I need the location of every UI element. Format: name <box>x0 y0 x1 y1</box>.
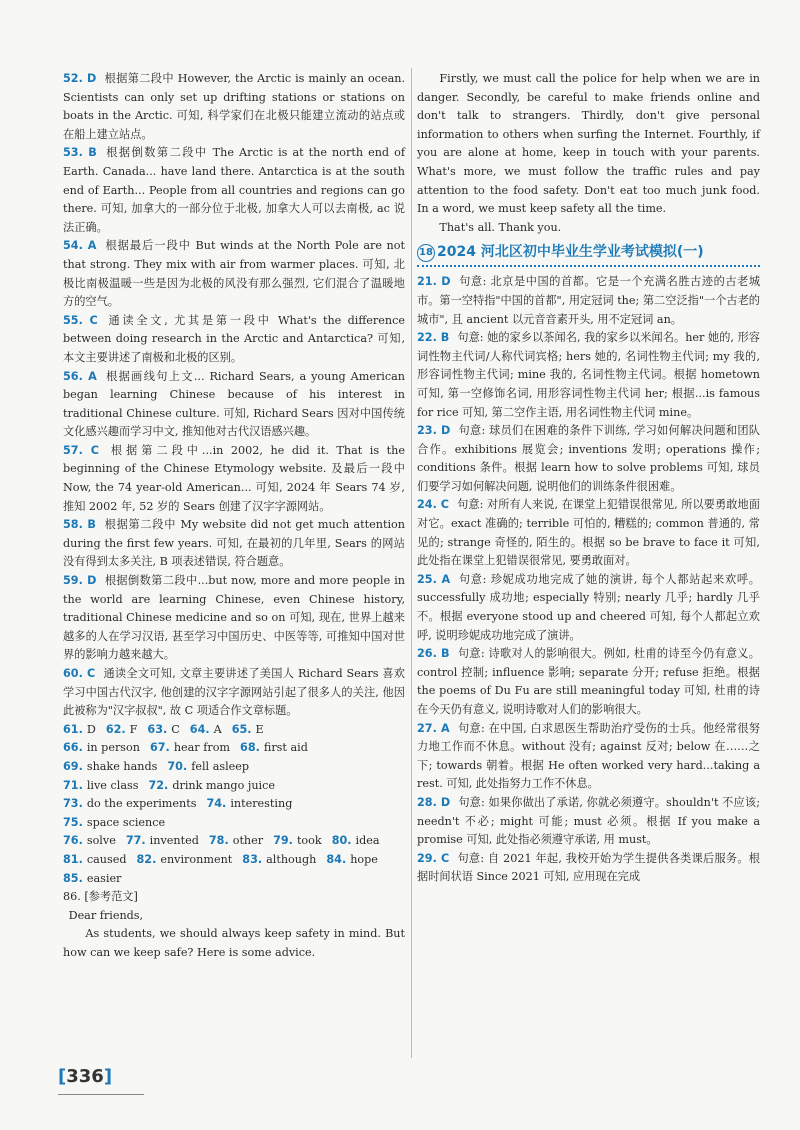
answer-explanation: 句意: 球员们在困难的条件下训练, 学习如何解决问题和团队合作。exhibitions 展览会; inventions 发明; operations 操作; conditions 条件。根据 learn how to solve problems 可知, 球员们要学习如何解决问题, 说明他们的训练条件很困难。 <box>417 424 760 493</box>
essay-closing: That's all. Thank you. <box>439 220 562 234</box>
answer-explanation: 句意: 她的家乡以茶闻名, 我的家乡以米闻名。her 她的, 形容词性物主代词/人称代词宾格; hers 她的, 名词性物主代词; my 我的, 形容词性物主代词; mine 我的, 名词性物主代词。根据 hometown 可知, 第一空修饰名词, 用形容词性物主代词 her; 根据...is famous for rice 可知, 第二空作主语, 用名词性物主代词 mine。 <box>417 331 760 419</box>
right-answer-explanations <box>417 273 760 887</box>
answer-item <box>63 237 405 311</box>
answer-cell: 77. invented <box>125 834 199 848</box>
answer-row <box>63 870 405 889</box>
answer-cell: 68. first aid <box>240 741 308 755</box>
answer-number: 26. B <box>417 647 450 661</box>
answer-explanation: 句意: 在中国, 白求恩医生帮助治疗受伤的士兵。他经常很努力地工作而不休息。without 没有; against 反对; below 在……之下; towards 朝着。根据 He often worked very hard...taking a rest. 可知, 此处指努力工作不休息。 <box>417 721 760 791</box>
answer-explanation: 句意: 如果你做出了承诺, 你就必须遵守。shouldn't 不应该; needn't 不必; might 可能; must 必须。根据 If you make a promise 可知, 此处指必须遵守承诺, 用 must。 <box>417 795 761 847</box>
answer-explanation: 句意: 珍妮成功地完成了她的演讲, 每个人都站起来欢呼。successfully 成功地; especially 特别; nearly 几乎; hardly 几乎不。根据 everyone stood up and cheered 可知, 每个人都起立欢呼, 说明珍妮成功地完成了演讲。 <box>417 572 760 642</box>
answer-number: 27. A <box>417 721 450 735</box>
answer-number: 59. D <box>63 574 97 588</box>
answer-explanation: 通读全文可知, 文章主要讲述了美国人 Richard Sears 喜欢学习中国古代汉字, 他创建的汉字字源网站引起了很多人的关注, 他因此被称为"汉字叔叔", 故 C 项适合作文章标题。 <box>63 667 405 718</box>
answer-number: 52. D <box>63 72 97 85</box>
answer-item <box>417 273 760 329</box>
answer-item <box>63 665 405 721</box>
answer-cell: 69. shake hands <box>63 759 158 773</box>
answer-item <box>63 144 405 237</box>
answer-cell: 62. F <box>105 722 138 736</box>
answer-item <box>63 312 405 368</box>
answer-number: 53. B <box>63 146 97 160</box>
answer-item <box>417 422 760 496</box>
answer-item <box>63 442 405 516</box>
answer-cell: 63. C <box>147 722 180 736</box>
page-number-underline <box>58 1094 144 1095</box>
answer-row <box>63 814 405 833</box>
answer-item <box>417 720 760 794</box>
left-column <box>63 70 405 963</box>
answer-number: 56. A <box>63 369 97 383</box>
answer-row <box>63 739 405 758</box>
answer-explanation: 句意: 对所有人来说, 在课堂上犯错误很常见, 所以要勇敢地面对它。exact 准确的; terrible 可怕的, 糟糕的; common 普通的, 常见的; strange 奇怪的, 陌生的。根据 so be brave to face it 可知, 此处指在课堂上犯错误很常见, 要勇敢面对。 <box>417 498 760 568</box>
answer-number: 21. D <box>417 275 451 289</box>
answer-explanation: 通读全文, 尤其是第一段中 What's the difference between doing research in the Arctic and Antarctica? 可知, 本文主要讲述了南极和北极的区别。 <box>63 313 405 364</box>
answer-number: 25. A <box>417 572 451 586</box>
answer-cell: 73. do the experiments <box>63 797 197 811</box>
answer-row <box>63 721 405 740</box>
essay-heading: 86. [参考范文] <box>63 890 138 904</box>
answer-number: 24. C <box>417 498 449 512</box>
answer-item <box>417 645 760 719</box>
answer-cell: 84. hope <box>326 852 378 866</box>
answer-number: 57. C <box>63 443 99 457</box>
answer-cell: 76. solve <box>63 834 116 848</box>
answer-cell: 66. in person <box>63 741 140 755</box>
answer-cell: 75. space science <box>63 815 166 829</box>
answer-explanation: 根据画线句上文... Richard Sears, a young American began learning Chinese because of his interest in traditional Chinese culture. 可知, Richard Sears 因对中国传统文化感兴趣而学习中文, 推知他对古代汉语感兴趣。 <box>63 369 406 439</box>
answer-cell: 70. fell asleep <box>167 759 250 773</box>
answer-item <box>63 516 405 572</box>
answer-number: 28. D <box>417 795 451 809</box>
essay-paragraph-1: As students, we should always keep safety in mind. But how can we keep safe? Here is some advice. <box>63 927 405 959</box>
answer-cell: 64. A <box>189 722 222 736</box>
answer-row <box>63 832 405 851</box>
answer-explanation: 根据第二段中 My website did not get much attention during the first few years. 可知, 在最初的几年里, Sears 的网站没有得到太多关注, B 项表述错误, 符合题意。 <box>63 518 405 569</box>
answer-number: 29. C <box>417 851 450 865</box>
answer-cell: 74. interesting <box>206 797 293 811</box>
right-column <box>417 70 760 887</box>
column-divider <box>411 68 412 1058</box>
left-answer-explanations <box>63 70 405 721</box>
answer-cell: 61. D <box>63 722 96 736</box>
answer-cell: 82. environment <box>136 852 233 866</box>
answer-item <box>417 571 760 645</box>
short-answer-list <box>63 721 405 888</box>
answer-number: 58. B <box>63 518 96 532</box>
page-number: [336] <box>58 1066 113 1087</box>
answer-item <box>417 850 760 887</box>
essay-paragraph-2: Firstly, we must call the police for help when we are in danger. Secondly, be careful to make friends online and don't talk to strangers. Thirdly, don't give personal information to others when surfing the Internet. Fourthly, if you are alone at home, keep in touch with your parents. What's more, we must follow the traffic rules and pay attention to the food safety. Don't eat too much junk food. In a word, we must keep safety all the time. <box>417 72 760 216</box>
answer-item <box>417 794 760 850</box>
answer-row <box>63 851 405 870</box>
answer-number: 54. A <box>63 239 97 253</box>
section-number-badge: 18 <box>417 244 435 262</box>
answer-cell: 65. E <box>231 722 264 736</box>
answer-explanation: 根据倒数第二段中...but now, more and more people in the world are learning Chinese, even Chinese history, traditional Chinese medicine and so on 可知, 现在, 世界上越来越多的人在学习汉语, 甚至学习中国历史、中医等等, 可推知中国对世界的影响力越来越大。 <box>63 574 406 662</box>
answer-explanation: 根据第二段中...in 2002, he did it. That is the beginning of the Chinese Etymology website. 及最后一段中 Now, the 74 year-old American... 可知, 2024 年 Sears 74 岁, 推知 2002 年, 52 岁的 Sears 创建了汉字字源网站。 <box>63 443 405 513</box>
section-title-text: 2024 河北区初中毕业生学业考试模拟(一) <box>437 244 704 261</box>
answer-item <box>63 572 405 665</box>
answer-number: 23. D <box>417 424 451 438</box>
answer-cell: 67. hear from <box>149 741 231 755</box>
answer-cell: 79. took <box>273 834 322 848</box>
answer-explanation: 根据第二段中 However, the Arctic is mainly an ocean. Scientists can only set up drifting stations or stations on boats in the Arctic. 可知, 科学家们在北极只能建立流动的站点或在船上建立站点。 <box>63 72 405 141</box>
answer-cell: 71. live class <box>63 778 139 792</box>
answer-cell: 85. easier <box>63 871 122 885</box>
answer-explanation: 根据倒数第二段中 The Arctic is at the north end of Earth. Canada... have land there. Antarctica is at the south end of Earth... People from all countries and regions can go there. 可知, 加拿大的一部分位于北极, 加拿大人可以去南极, ac 说法正确。 <box>63 146 405 234</box>
answer-explanation: 根据最后一段中 But winds at the North Pole are not that strong. They mix with air from warmer places. 可知, 北极比南极温暖一些是因为北极的风没有那么强烈, 它们混合了温暖地方的空气。 <box>63 239 405 309</box>
essay-greeting: Dear friends, <box>68 908 144 922</box>
answer-cell: 83. although <box>242 852 317 866</box>
answer-cell: 72. drink mango juice <box>148 778 276 792</box>
answer-item <box>417 496 760 570</box>
answer-explanation: 句意: 自 2021 年起, 我校开始为学生提供各类课后服务。根据时间状语 Since 2021 可知, 应用现在完成 <box>417 851 760 884</box>
answer-item <box>417 329 760 422</box>
section-title <box>417 241 760 267</box>
answer-row <box>63 795 405 814</box>
answer-number: 60. C <box>63 667 96 680</box>
answer-row <box>63 758 405 777</box>
answer-row <box>63 777 405 796</box>
answer-number: 55. C <box>63 313 98 327</box>
answer-number: 22. B <box>417 331 450 345</box>
answer-cell: 78. other <box>208 834 264 848</box>
answer-item <box>63 368 405 442</box>
answer-cell: 80. idea <box>331 834 380 848</box>
answer-explanation: 句意: 诗歌对人的影响很大。例如, 杜甫的诗至今仍有意义。control 控制; influence 影响; separate 分开; refuse 拒绝。根据 the poems of Du Fu are still meaningful today 可知, 杜甫的诗在今天仍有意义, 说明诗歌对人们的影响很大。 <box>417 647 760 716</box>
answer-cell: 81. caused <box>63 852 127 866</box>
answer-item <box>63 70 405 144</box>
answer-explanation: 句意: 北京是中国的首都。它是一个充满名胜古迹的古老城市。第一空特指"中国的首都", 用定冠词 the; 第二空泛指"一个古老的城市", 且 ancient 以元音音素开头, 用不定冠词 an。 <box>417 275 761 326</box>
